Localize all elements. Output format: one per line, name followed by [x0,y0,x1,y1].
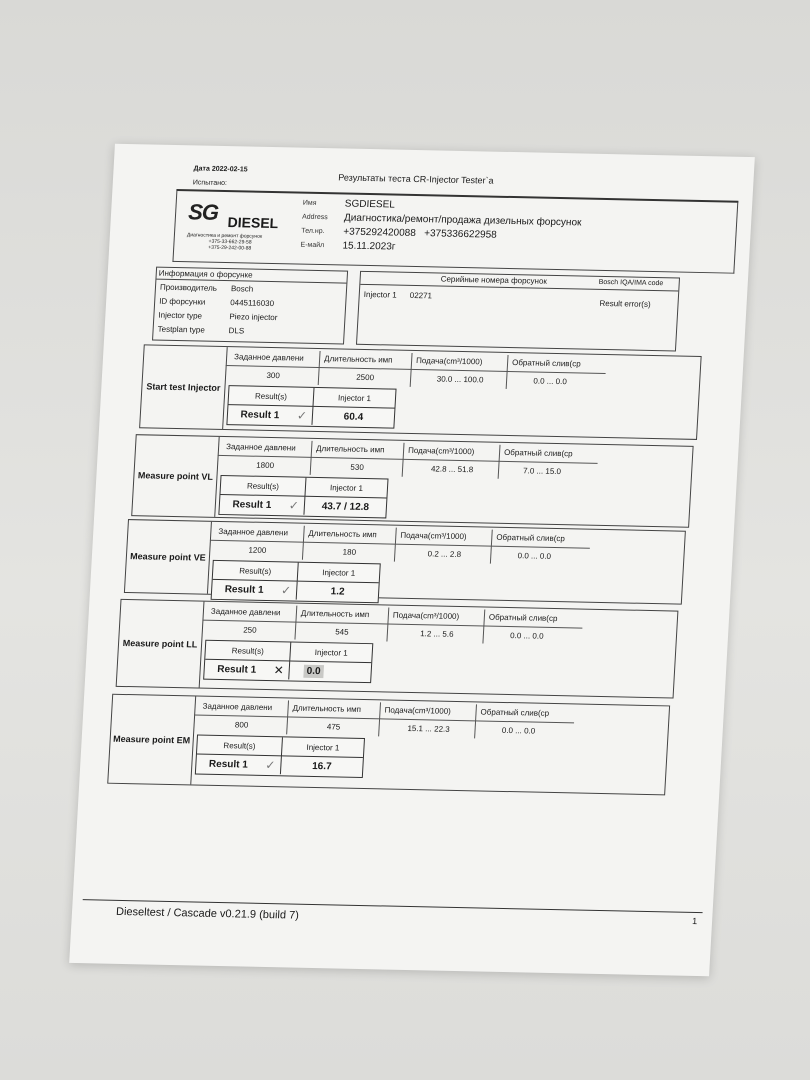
value-delivery: 42.8 ... 51.8 [430,464,474,475]
column-header: Подача(cm³/1000) [392,610,460,621]
value-pressure: 1200 [248,545,267,555]
injector-header: Injector 1 [282,737,364,758]
injector-header: Injector 1 [313,388,395,409]
pass-check-icon: ✓ [291,406,313,424]
value-delivery: 1.2 ... 5.6 [419,629,454,639]
result-errors-text: Result error(s) [599,298,651,309]
company-address: Диагностика/ремонт/продажа дизельных форсунок [343,212,582,229]
result-label: Result 1 [216,663,257,676]
serial-injector-label: Injector 1 [363,289,397,300]
section-name: Start test Injector [140,345,228,429]
company-email: 15.11.2023г [342,240,396,253]
column-header: Подача(cm³/1000) [415,356,483,367]
result-table [203,640,373,683]
column-header: Длительность имп [308,528,378,540]
serial-numbers-box [356,271,680,352]
result-value: 60.4 [343,411,364,423]
results-header: Result(s) [213,561,299,582]
test-report-sheet [69,144,755,977]
results-header: Result(s) [220,476,306,497]
column-header: Обратный слив(cp [480,707,550,718]
email-label: Е-майл [300,241,325,250]
column-header: Обратный слив(cp [511,358,581,369]
section-name: Measure point VE [125,520,212,594]
value-pressure: 250 [242,625,257,635]
result-label: Result 1 [224,583,264,596]
result-table [226,385,396,428]
injector-info-title: Информация о форсунке [156,268,347,284]
injector-type-value: Piezo injector [229,312,278,323]
section-name: Measure point LL [117,600,205,688]
company-phone: +375292420088 +375336622958 [342,226,498,241]
column-header: Обратный слив(cp [503,447,573,459]
name-label: Имя [302,199,317,207]
value-pressure: 800 [234,720,249,730]
value-return: 7.0 ... 15.0 [522,466,562,477]
injector-id-label: ID форсунки [158,296,206,307]
column-header: Заданное давлени [202,701,273,713]
iqa-code-title: Bosch IQA/IMA code [598,278,664,288]
test-section [131,434,693,528]
column-header: Длительность имп [315,443,385,455]
value-delivery: 15.1 ... 22.3 [407,723,450,734]
result-value: 43.7 / 12.8 [321,500,370,513]
value-return: 0.0 ... 0.0 [517,551,552,561]
column-header: Длительность имп [300,608,370,620]
injector-info-box [152,267,348,345]
serial-numbers-title: Серийные номера форсунок [440,274,548,286]
fail-cross-icon: ✕ [268,661,290,679]
value-duration: 530 [350,462,365,472]
testplan-type-label: Testplan type [157,324,206,335]
result-label: Result 1 [208,758,249,771]
value-return: 0.0 ... 0.0 [509,631,544,641]
company-block [172,189,738,274]
column-header: Обратный слив(cp [488,612,558,624]
value-delivery: 30.0 ... 100.0 [436,374,484,385]
column-header: Обратный слив(cp [496,532,566,544]
footer-software-version: Dieseltest / Cascade v0.21.9 (build 7) [115,905,300,922]
injector-id-value: 0445116030 [229,298,275,309]
value-duration: 475 [326,722,341,732]
column-header: Длительность имп [292,703,362,714]
value-duration: 2500 [356,372,375,383]
value-pressure: 1800 [255,460,275,471]
column-header: Подача(cm³/1000) [384,705,452,716]
failed-value-highlight: 0.0 [303,664,324,677]
test-section [124,519,686,605]
column-header: Подача(cm³/1000) [407,445,475,457]
report-title: Результаты теста CR-Injector Tester`a [338,172,494,186]
results-header: Result(s) [228,386,314,407]
pass-check-icon: ✓ [283,496,305,514]
test-section [139,344,702,440]
pass-check-icon: ✓ [260,756,282,774]
manufacturer-value: Bosch [230,284,254,294]
column-header: Заданное давлени [225,442,296,453]
injector-header: Injector 1 [298,563,380,584]
value-pressure: 300 [266,370,281,381]
manufacturer-label: Производитель [159,282,218,293]
value-duration: 180 [342,547,357,557]
result-label: Result 1 [240,408,280,421]
result-table [211,560,381,603]
column-header: Заданное давлени [233,352,304,363]
result-table [218,475,388,518]
column-header: Подача(cm³/1000) [400,530,467,542]
column-header: Заданное давлени [218,526,289,538]
sgdiesel-logo: SG DIESEL Диагностика и ремонт форсунок +375-33-662-29-58 +375-29-242-00-88 [186,199,279,252]
results-header: Result(s) [197,736,283,757]
injector-type-label: Injector type [158,310,203,321]
result-value: 16.7 [311,760,332,772]
testplan-type-value: DLS [228,326,245,336]
page-number: 1 [691,915,698,927]
result-label: Result 1 [232,498,272,511]
column-header: Заданное давлени [210,606,281,618]
pass-check-icon: ✓ [276,581,298,599]
test-section [107,694,670,796]
value-delivery: 0.2 ... 2.8 [427,549,462,560]
injector-header: Injector 1 [290,642,372,663]
result-value [289,661,385,681]
value-return: 0.0 ... 0.0 [501,725,536,736]
serial-injector-number: 02271 [409,290,433,301]
report-date: Дата 2022-02-15 [193,165,248,174]
result-value: 1.2 [330,585,345,598]
value-duration: 545 [334,627,349,637]
injector-header: Injector 1 [305,478,387,499]
result-table [195,735,365,778]
value-return: 0.0 ... 0.0 [533,376,568,387]
section-name: Measure point EM [108,695,196,785]
section-name: Measure point VL [132,435,219,517]
company-name: SGDIESEL [344,198,396,211]
test-section [116,599,679,699]
column-header: Длительность имп [323,354,393,365]
phone-label: Тел.нр. [301,227,325,236]
address-label: Address [301,213,328,222]
results-header: Result(s) [205,641,291,662]
tested-label: Испытано: [192,179,228,188]
